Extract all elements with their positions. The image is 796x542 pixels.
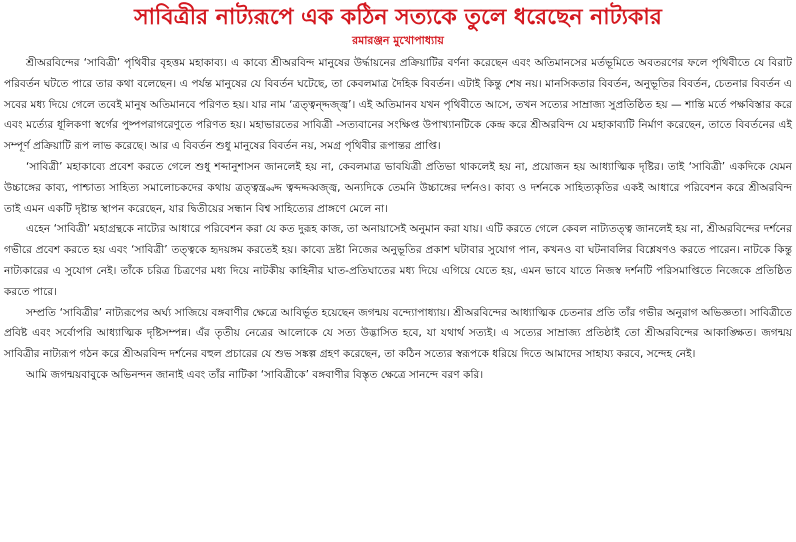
paragraph-2: ‘সাবিত্রী’ মহাকাব্যে প্রবেশ করতে গেলে শুধু শব্দানুশাসন জানলেই হয় না, কেবলমাত্র ভাবযিত্রী প্রতিভা থাকলেই হয় না, প্রয়োজন হয় আধ্যাত্মিক দৃষ্টির। তাই ‘সাবিত্রী’ একদিকে যেমন উচ্চাঙ্গের কাব্য, পাশ্চাত্য সাহিত্য সমালোচকদের কথায় ত্রত্ত্বন্ত্র্ব্বদ্দ ত্বব্দদ্দব্বজ্জ্ব, অন্যদিকে তেমনি উচ্চাঙ্গের দর্শনও। কাব্য ও দর্শনকে সাহিত্যকৃতির একই আধারে পরিবেশন করে শ্রীঅরবিন্দ তাই এমন একটি দৃষ্টান্ত স্থাপন করেছেন, যার দ্বিতীয়ের সন্ধান বিশ্ব সাহিত্যের প্রাঙ্গণে মেলে না।	[4, 160, 792, 215]
article-headline: সাবিত্রীর নাট্যরূপে এক কঠিন সত্যকে তুলে ধরেছেন নাট্যকার	[134, 5, 662, 30]
paragraph-4: সম্প্রতি ‘সাবিত্রীর’ নাট্যরূপের অর্ঘ্য সাজিয়ে বঙ্গবাণীর ক্ষেত্রে আবির্ভূত হয়েছেন জগন্ময় বন্দ্যোপাধ্যায়। শ্রীঅরবিন্দের আধ্যাত্মিক চেতনার প্রতি তাঁর গভীর অনুরাগ অভিজ্ঞতা। সাবিত্রীতে প্রবিষ্ট এবং সর্বোপরি আধ্যাত্মিক দৃষ্টিসম্পন্ন। এঁর তৃতীয় নেত্রের আলোকে যে সত্য উদ্ভাসিত হবে, যা যথার্থ সত্যই। এ সত্যের সাম্রাজ্য প্রতিষ্ঠাই তো শ্রীঅরবিন্দের আকাঙ্ক্ষিত। জগন্ময় সাবিত্রীর নাট্যরূপ গঠন করে শ্রীঅরবিন্দ দর্শনের বহুল প্রচারের যে শুভ সঙ্কল্প গ্রহণ করেছেন, তা কঠিন সত্যের স্বরূপকে ধরিয়ে দিতে আমাদের সাহায্য করবে, সন্দেহ নেই।	[4, 306, 792, 361]
article-byline: রমারঞ্জন মুখোপাধ্যায়	[352, 34, 444, 47]
paragraph-3: এহেন ‘সাবিত্রী’ মহাগ্রন্থকে নাট্যের আধারে পরিবেশন করা যে কত দুরূহ কাজ, তা অনায়াসেই অনুমান করা যায়। এটি করতে গেলে কেবল নাট্যতত্ত্ব জানলেই হয় না, শ্রীঅরবিন্দের দর্শনের গভীরে প্রবেশ করতে হয় এবং ‘সাবিত্রী’ তত্ত্বকে হৃদয়ঙ্গম করতেই হয়। কাব্যে দ্রষ্টা নিজের অনুভূতির প্রকাশ ঘটাবার সুযোগ পান, কখনও বা ঘটনাবলির বিশ্লেষণও করতে পারেন। নাটকে কিন্তু নাট্যকারের এ সুযোগ নেই। তাঁকে চরিত্র চিত্রণের মধ্য দিয়ে নাটকীয় কাহিনীর ঘাত-প্রতিঘাতের মধ্য দিয়ে এগিয়ে যেতে হয়, এমন ভাবে যাতে নিজস্ব দর্শনটি পরিসমাপ্তিতে নিজেকে প্রতিষ্ঠিত করতে পারে।	[4, 223, 792, 298]
article	[0, 4, 796, 542]
paragraph-5: আমি জগন্ময়বাবুকে অভিনন্দন জানাই এবং তাঁর নাটিকা ‘সাবিত্রীকে’ বঙ্গবাণীর বিস্তৃত ক্ষেত্রে সানন্দে বরণ করি।	[26, 368, 484, 381]
paragraph-1: শ্রীঅরবিন্দের ‘সাবিত্রী’ পৃথিবীর বৃহত্তম মহাকাব্য। এ কাব্যে শ্রীঅরবিন্দ মানুষের উর্দ্ধায়নের প্রক্রিয়াটির বর্ণনা করেছেন এবং অতিমানসের মর্তভূমিতে অবতরণের ফলে পৃথিবীতে যে বিরাট পরিবর্তন ঘটতে পারে তার কথা বলেছেন। এ পর্যন্ত মানুষের যে বিবর্তন ঘটেছে, তা কেবলমাত্র দৈহিক বিবর্তন। এটাই কিন্তু শেষ নয়। মানসিকতার বিবর্তন, অনুভূতির বিবর্তন, চেতনার বিবর্তন এ সবের মধ্য দিয়ে গেলে তবেই মানুষ অতিমানবে পরিণত হয়। যার নাম ‘ত্রত্ত্বন্দ্দজ্জ্ব’। এই অতিমানব যখন পৃথিবীতে আসে, তখন সত্যের সাম্রাজ্য সুপ্রতিষ্ঠিত হয় — শান্তি মর্তে পক্ষবিস্তার করে এবং মর্ত্যের ধূলিকণা স্বর্গের পুষ্পপরাগরেণুতে পরিণত হয়। মহাভারতের সাবিত্রী -সত্যবানের সংক্ষিপ্ত উপাখ্যানটিকে কেন্দ্র করে শ্রীঅরবিন্দ যে মহাকাব্যটি নির্মাণ করেছেন, তাতে বিবর্তনের এই সম্পূর্ণ প্রক্রিয়াটি রূপ লাভ করেছে। আর এ বিবর্তন শুধু মানুষের বিবর্তন নয়, সমগ্র পৃথিবীর রূপান্তর প্রাপ্তি।	[4, 57, 792, 153]
